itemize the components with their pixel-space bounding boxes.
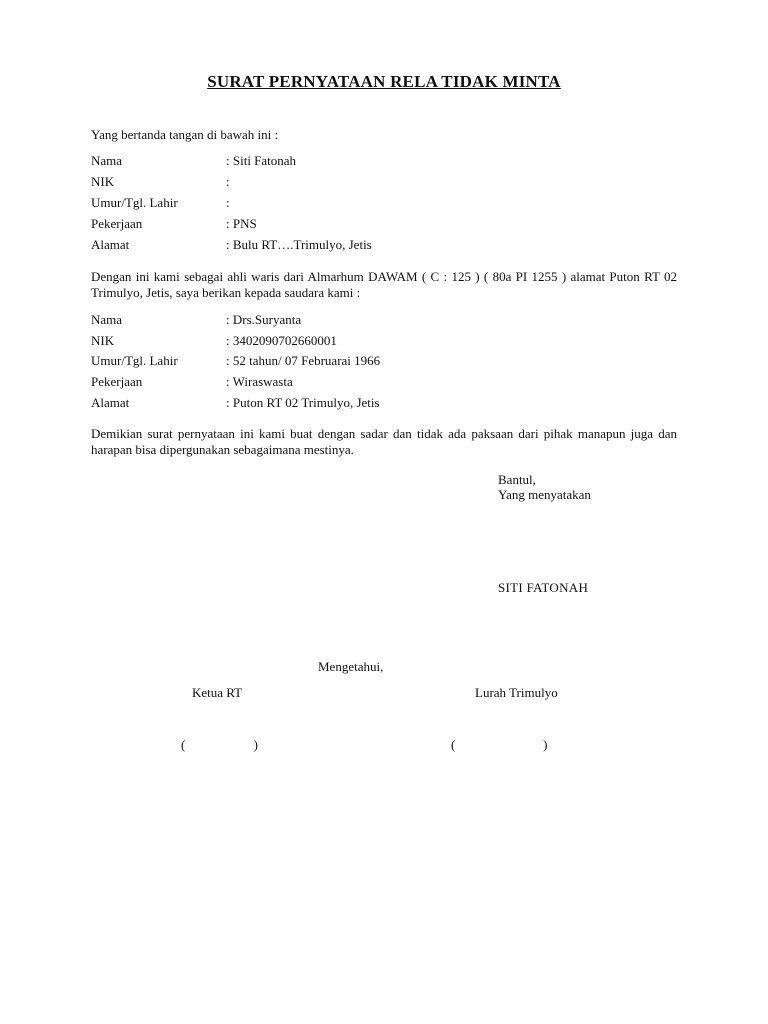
second-address-label: Alamat [91, 395, 130, 410]
second-nik-label: NIK [91, 333, 115, 348]
rt-head-label: Ketua RT [192, 685, 243, 700]
closing-paragraph: Demikian surat pernyataan ini kami buat dengan sadar dan tidak ada paksaan dari pihak manapun juga dan harapan bisa dipergunakan sebagaimana mestinya. [91, 426, 677, 457]
first-nik-value: : [226, 174, 230, 189]
first-age-label: Umur/Tgl. Lahir [91, 195, 178, 210]
first-job-value: : PNS [226, 216, 257, 231]
second-nik-value: : 3402090702660001 [226, 333, 337, 348]
document-title: SURAT PERNYATAAN RELA TIDAK MINTA [207, 72, 561, 91]
statement-paragraph: Dengan ini kami sebagai ahli waris dari Almarhum DAWAM ( C : 125 ) ( 80a PI 1255 ) alamat Puton RT 02 Trimulyo, Jetis, saya berikan kepada saudara kami : [91, 269, 677, 300]
second-age-label: Umur/Tgl. Lahir [91, 353, 178, 368]
first-name-value: : Siti Fatonah [226, 153, 297, 168]
second-name-value: : Drs.Suryanta [226, 312, 302, 327]
first-name-label: Nama [91, 153, 123, 168]
second-job-value: : Wiraswasta [226, 374, 293, 389]
village-signature-placeholder: ( ) [451, 737, 548, 752]
signer-label: Yang menyatakan [498, 487, 591, 502]
intro-text: Yang bertanda tangan di bawah ini : [91, 127, 279, 142]
rt-signature-placeholder: ( ) [181, 737, 258, 752]
first-job-label: Pekerjaan [91, 216, 143, 231]
second-job-label: Pekerjaan [91, 374, 143, 389]
place-text: Bantul, [498, 472, 536, 487]
first-nik-label: NIK [91, 174, 115, 189]
first-address-label: Alamat [91, 237, 130, 252]
signer-name: SITI FATONAH [498, 580, 589, 595]
first-age-value: : [226, 195, 230, 210]
second-name-label: Nama [91, 312, 123, 327]
first-address-value: : Bulu RT….Trimulyo, Jetis [226, 237, 372, 252]
acknowledged-text: Mengetahui, [318, 659, 384, 674]
second-address-value: : Puton RT 02 Trimulyo, Jetis [226, 395, 380, 410]
second-age-value: : 52 tahun/ 07 Februarai 1966 [226, 353, 381, 368]
village-head-label: Lurah Trimulyo [475, 685, 558, 700]
